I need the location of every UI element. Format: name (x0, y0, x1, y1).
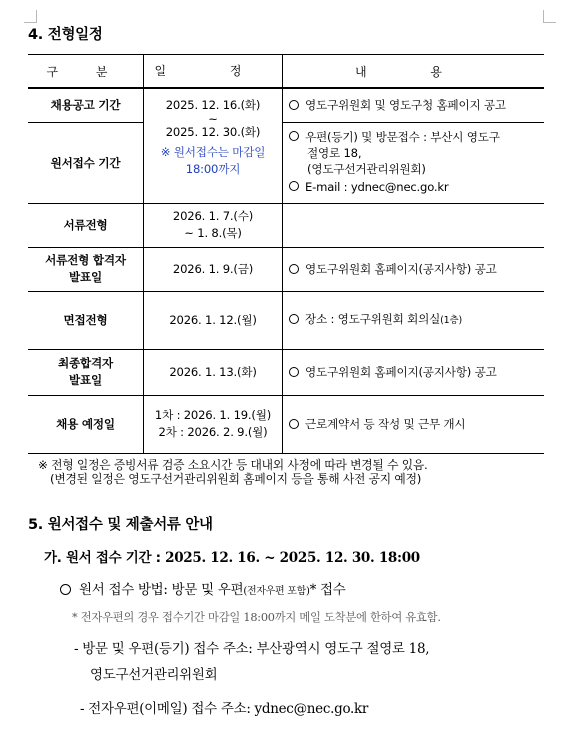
row-content: 영도구위원회 및 영도구청 홈페이지 공고 (283, 88, 545, 122)
postal-address: - 방문 및 우편(등기) 접수 주소: 부산광역시 영도구 절영로 18, 영도구선거관리위원회 (74, 641, 430, 683)
row-content: 근로계약서 등 작성 및 근무 개시 (283, 395, 545, 453)
row-content: 영도구위원회 홈페이지(공지사항) 공고 (283, 349, 545, 395)
circle-bullet-icon (289, 367, 299, 377)
row-content: 우편(등기) 및 방문접수 : 부산시 영도구 절영로 18, (영도구선거관리위원회) E-mail : ydnec@nec.go.kr (283, 122, 545, 203)
row-category: 면접전형 (28, 291, 144, 349)
row-date: 2026. 1. 12.(월) (144, 291, 283, 349)
section-title-schedule: 4. 전형일정 (28, 27, 103, 43)
row-date: 1차 : 2026. 1. 19.(월) 2차 : 2026. 2. 9.(월) (144, 395, 283, 453)
email-deadline-note: * 전자우편의 경우 접수기간 마감일 18:00까지 메일 도착분에 한하여 유효함. (72, 611, 441, 624)
application-period (44, 546, 420, 566)
circle-bullet-icon (289, 314, 299, 324)
circle-bullet-icon (289, 131, 299, 141)
table-row (28, 88, 544, 122)
row-category: 채용공고 기간 (28, 88, 144, 122)
row-category: 원서접수 기간 (28, 122, 144, 203)
row-category: 서류전형 합격자 발표일 (28, 247, 144, 291)
table-row (28, 247, 544, 291)
row-content-empty (283, 203, 545, 247)
row-date: 2026. 1. 13.(화) (144, 349, 283, 395)
note-line: (변경된 일정은 영도구선거관리위원회 홈페이지 등을 통해 사전 공지 예정) (50, 472, 422, 486)
table-row (28, 291, 544, 349)
table-row (28, 122, 544, 203)
deadline-note: ※ 원서접수는 마감일 (160, 145, 266, 159)
note-line: ※ 전형 일정은 증빙서류 검증 소요시간 등 대내외 사정에 따라 변경될 수 있음. (38, 458, 428, 472)
row-category: 최종합격자 발표일 (28, 349, 144, 395)
circle-bullet-icon (289, 264, 299, 274)
table-row (28, 203, 544, 247)
email-address: - 전자우편(이메일) 접수 주소: ydnec@nec.go.kr (80, 701, 369, 717)
date-start: 2025. 12. 16.(화) (165, 98, 261, 112)
circle-bullet-icon (60, 584, 71, 595)
deadline-time: 18:00까지 (185, 162, 241, 176)
table-header-row (28, 55, 544, 89)
row-category: 채용 예정일 (28, 395, 144, 453)
table-row (28, 349, 544, 395)
row-date: 2026. 1. 9.(금) (144, 247, 283, 291)
date-end: 2025. 12. 30.(화) (165, 125, 261, 139)
corner-crop-mark-left (24, 10, 37, 23)
row-date: 2026. 1. 7.(수) ~ 1. 8.(목) (144, 203, 283, 247)
row-content: 장소 : 영도구위원회 회의실(1층) (283, 291, 545, 349)
merged-date-cell (144, 88, 283, 203)
date-tilde: ~ (208, 112, 218, 126)
schedule-note (38, 458, 428, 486)
table-row (28, 395, 544, 453)
row-content: 영도구위원회 홈페이지(공지사항) 공고 (283, 247, 545, 291)
period-value: 2025. 12. 16. ~ 2025. 12. 30. 18:00 (165, 550, 420, 566)
header-schedule: 일 정 (144, 55, 283, 89)
row-category: 서류전형 (28, 203, 144, 247)
circle-bullet-icon (289, 419, 299, 429)
period-label: 가. 원서 접수 기간 : (44, 550, 166, 566)
circle-bullet-icon (289, 181, 299, 191)
circle-bullet-icon (289, 100, 299, 110)
header-category: 구 분 (28, 55, 144, 89)
corner-crop-mark-right (543, 10, 556, 23)
schedule-table (28, 54, 544, 454)
section-title-application: 5. 원서접수 및 제출서류 안내 (28, 517, 213, 533)
application-method: 원서 접수 방법: 방문 및 우편(전자우편 포함)* 접수 (60, 578, 346, 598)
header-content: 내 용 (283, 55, 545, 89)
